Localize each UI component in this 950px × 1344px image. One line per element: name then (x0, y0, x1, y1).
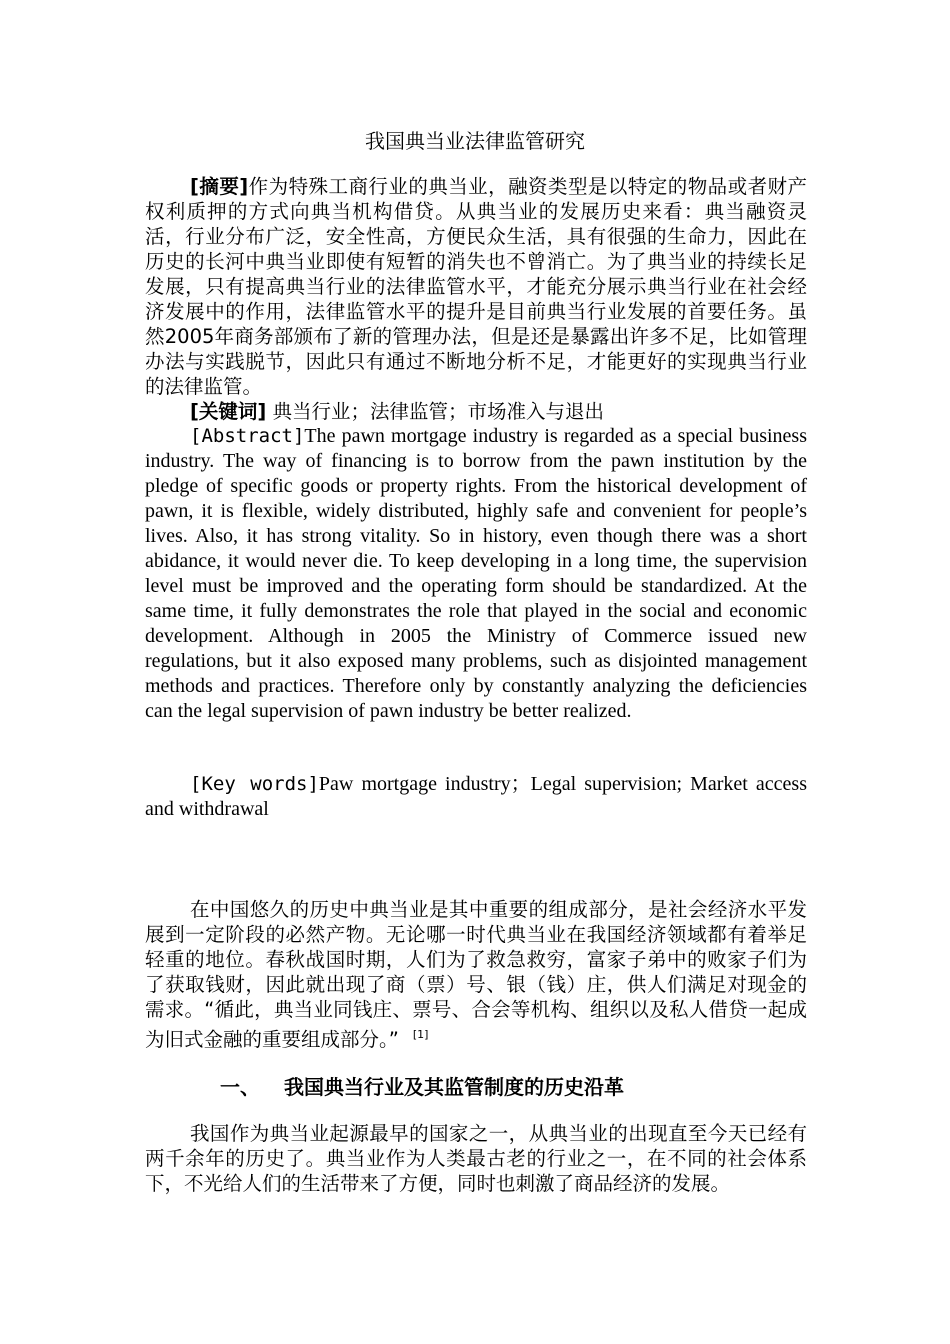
keywords-cn (145, 399, 807, 424)
abstract-cn-label: [摘要] (190, 175, 249, 198)
keywords-en-label: [Key words] (190, 773, 319, 795)
section-number: 一、 (220, 1075, 260, 1099)
citation-mark: [1] (412, 1028, 429, 1041)
keywords-en (145, 772, 807, 822)
keywords-cn-label: [关键词] (190, 400, 267, 423)
abstract-en-label: [Abstract] (190, 425, 305, 447)
section-paragraph (145, 1121, 807, 1196)
abstract-en-text: The pawn mortgage industry is regarded as a special business industry. The way of financing is to borrow from the pawn institution by the pledge of specific goods or property rights. From the historical development of pawn, it is flexible, widely distributed, highly safe and convenient for people’s lives. Also, it has strong vitality. So in history, even though there was a short abidance, it would never die. To keep developing in a long time, the supervision level must be improved and the operating form should be standardized. At the same time, it fully demonstrates the role that played in the social and economic development. Although in 2005 the Ministry of Commerce issued new regulations, but it also exposed many problems, such as disjointed management methods and practices. Therefore only by constantly analyzing the deficiencies can the legal supervision of pawn industry be better realized. (145, 425, 807, 722)
section-title: 我国典当行业及其监管制度的历史沿革 (284, 1075, 624, 1099)
section-heading (220, 1071, 624, 1100)
intro-text: 在中国悠久的历史中典当业是其中重要的组成部分，是社会经济水平发展到一定阶段的必然产物。无论哪一时代典当业在我国经济领域都有着举足轻重的地位。春秋战国时期，人们为了救急救穷，富家子弟中的败家子们为了获取钱财，因此就出现了商（票）号、银（钱）庄，供人们满足对现金的需求。“循此，典当业同钱庄、票号、合会等机构、组织以及私人借贷一起成为旧式金融的重要组成部分。” (145, 898, 807, 1051)
keywords-cn-text: 典当行业；法律监管；市场准入与退出 (266, 400, 605, 423)
page-title: 我国典当业法律监管研究 (365, 129, 585, 153)
keywords-en-text: Paw mortgage industry；Legal supervision; Market access and withdrawal (145, 773, 807, 820)
intro-paragraph (145, 897, 807, 1052)
section-text: 我国作为典当业起源最早的国家之一，从典当业的出现直至今天已经有两千余年的历史了。典当业作为人类最古老的行业之一，在不同的社会体系下，不光给人们的生活带来了方便，同时也刺激了商品经济的发展。 (145, 1122, 807, 1195)
abstract-cn (145, 174, 807, 399)
abstract-en (145, 424, 807, 724)
abstract-cn-text: 作为特殊工商行业的典当业，融资类型是以特定的物品或者财产权利质押的方式向典当机构借贷。从典当业的发展历史来看：典当融资灵活，行业分布广泛，安全性高，方便民众生活，具有很强的生命力，因此在历史的长河中典当业即使有短暂的消失也不曾消亡。为了典当业的持续长足发展，只有提高典当行业的法律监管水平，才能充分展示典当行业在社会经济发展中的作用，法律监管水平的提升是目前典当行业发展的首要任务。虽然2005年商务部颁布了新的管理办法，但是还是暴露出许多不足，比如管理办法与实践脱节，因此只有通过不断地分析不足，才能更好的实现典当行业的法律监管。 (145, 175, 807, 398)
